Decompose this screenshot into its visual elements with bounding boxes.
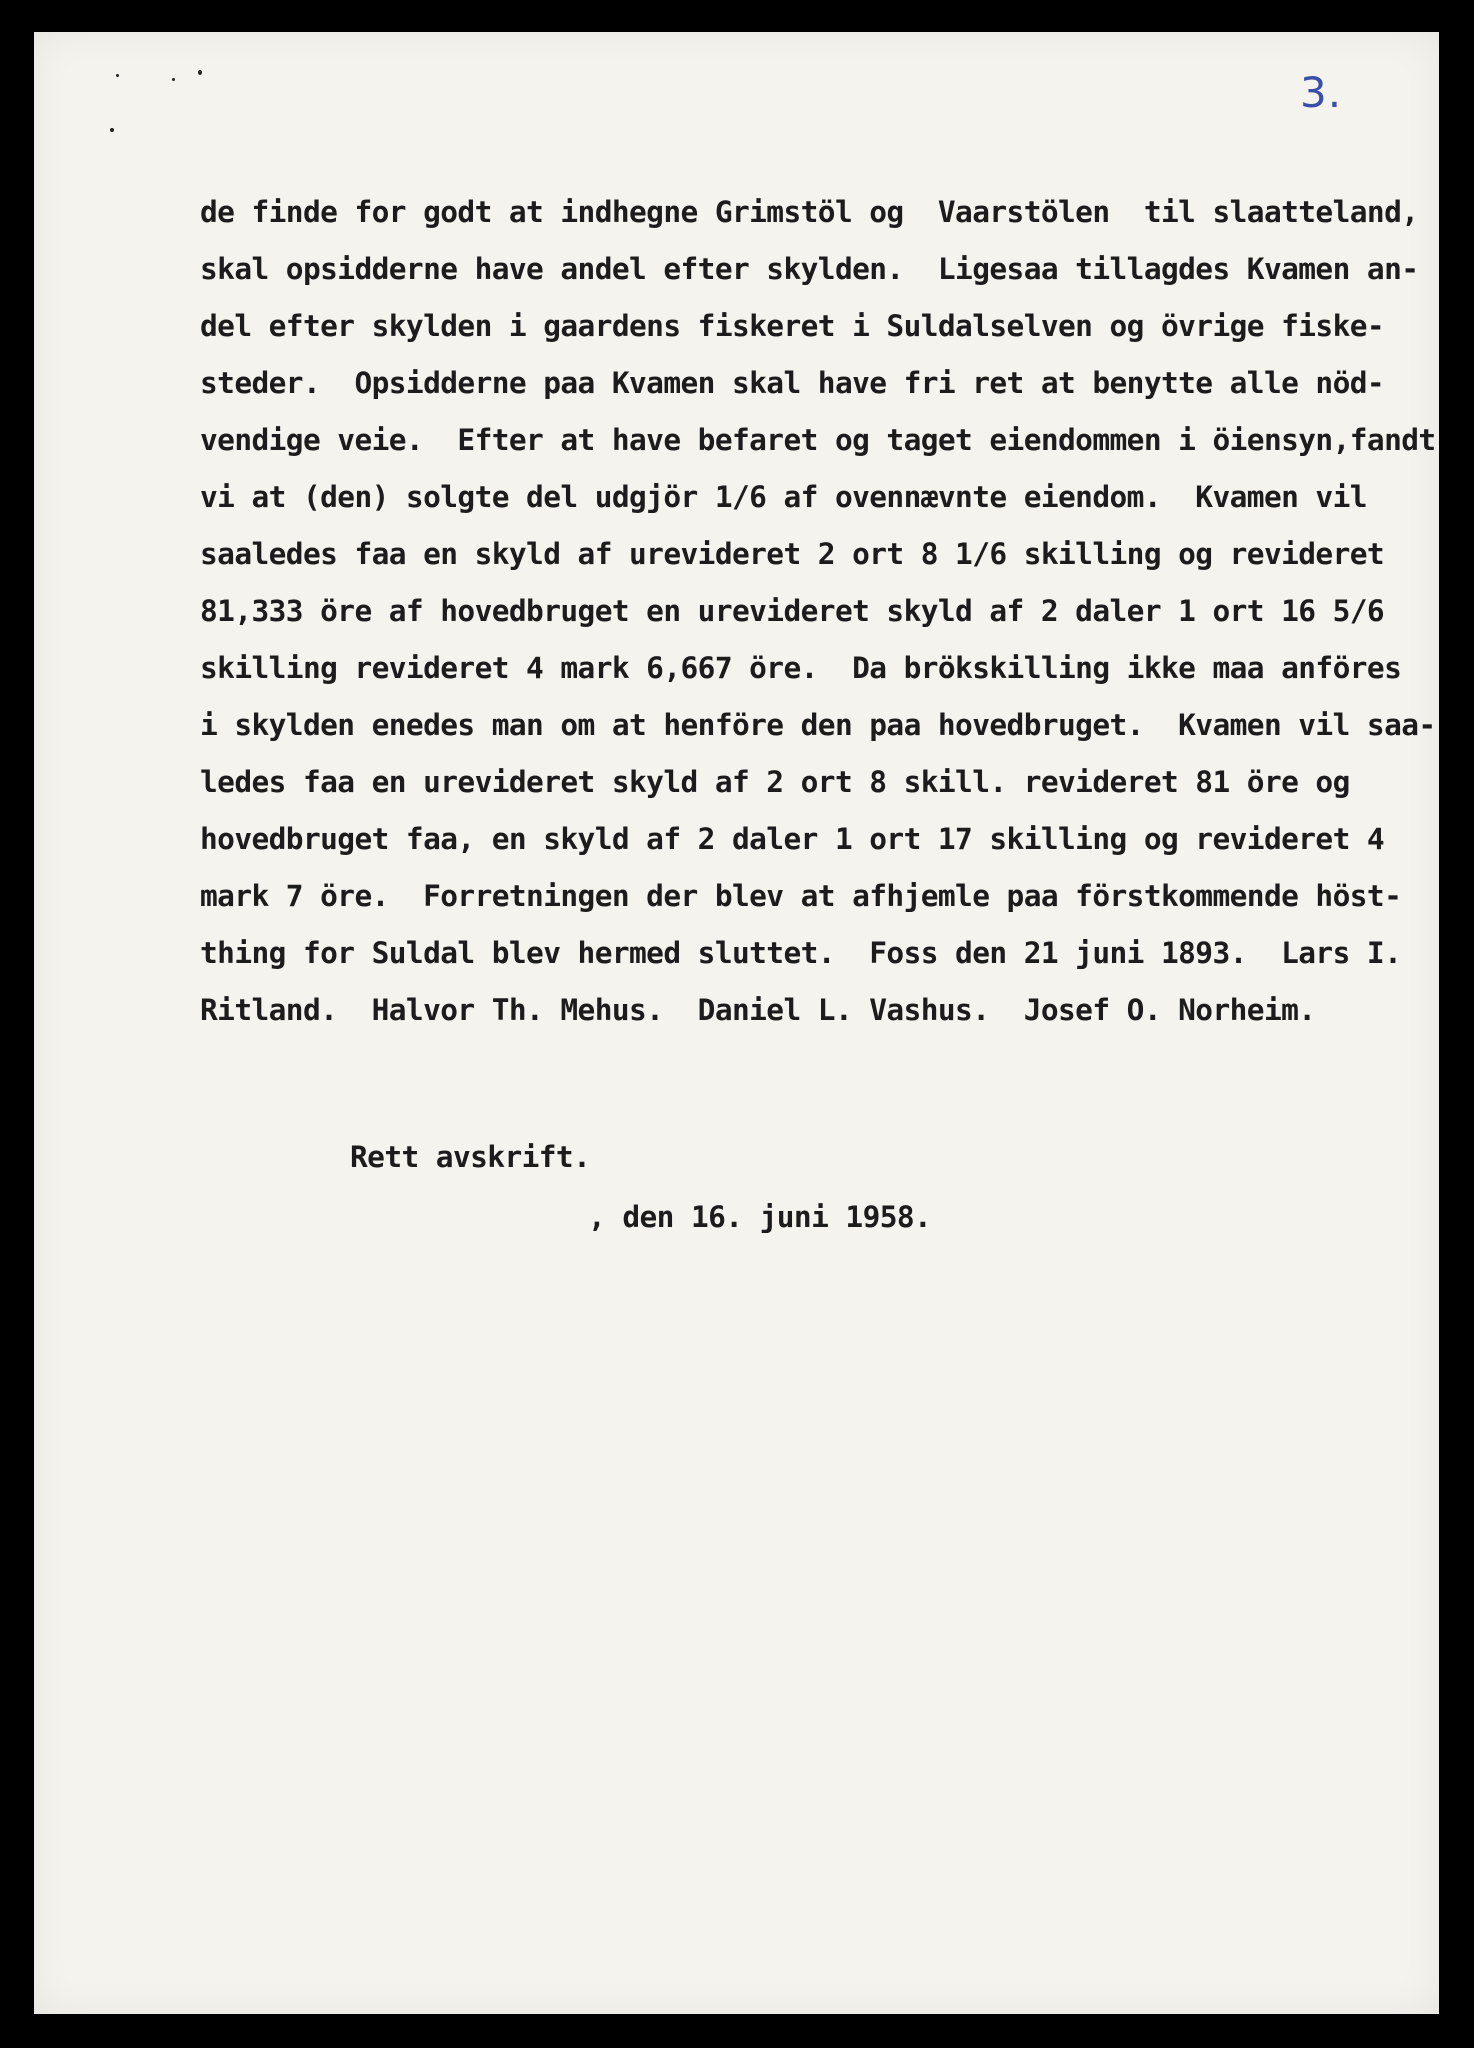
text-line: skal opsidderne have andel efter skylden. Ligesaa tillagdes Kvamen an- <box>200 252 1419 286</box>
text-line: vi at (den) solgte del udgjör 1/6 af ovennævnte eiendom. Kvamen vil <box>200 480 1367 514</box>
text-line: hovedbruget faa, en skyld af 2 daler 1 ort 17 skilling og revideret 4 <box>200 822 1385 856</box>
paper-speck <box>172 78 175 81</box>
paper-speck <box>198 70 202 75</box>
text-line: saaledes faa en skyld af urevideret 2 ort 8 1/6 skilling og revideret <box>200 537 1385 571</box>
text-line: del efter skylden i gaardens fiskeret i Suldalselven og övrige fiske- <box>200 309 1385 343</box>
text-line: thing for Suldal blev hermed sluttet. Foss den 21 juni 1893. Lars I. <box>200 936 1402 970</box>
paper-speck <box>116 74 119 77</box>
document-body <box>200 184 1436 1039</box>
paper-speck <box>110 128 114 132</box>
text-line: de finde for godt at indhegne Grimstöl og Vaarstölen til slaatteland, <box>200 195 1419 229</box>
attestation-text: Rett avskrift. <box>350 1140 591 1174</box>
text-line: 81,333 öre af hovedbruget en urevideret skyld af 2 daler 1 ort 16 5/6 <box>200 594 1385 628</box>
text-line: i skylden enedes man om at henföre den paa hovedbruget. Kvamen vil saa- <box>200 708 1436 742</box>
text-line: skilling revideret 4 mark 6,667 öre. Da brökskilling ikke maa anföres <box>200 651 1402 685</box>
text-line: ledes faa en urevideret skyld af 2 ort 8 skill. revideret 81 öre og <box>200 765 1350 799</box>
text-line: mark 7 öre. Forretningen der blev at afhjemle paa förstkommende höst- <box>200 879 1402 913</box>
text-line: Ritland. Halvor Th. Mehus. Daniel L. Vashus. Josef O. Norheim. <box>200 993 1316 1027</box>
page-number: 3. <box>1300 68 1343 117</box>
attestation-date: , den 16. juni 1958. <box>588 1200 932 1234</box>
text-line: vendige veie. Efter at have befaret og taget eiendommen i öiensyn,fandt <box>200 423 1436 457</box>
text-line: steder. Opsidderne paa Kvamen skal have fri ret at benytte alle nöd- <box>200 366 1385 400</box>
